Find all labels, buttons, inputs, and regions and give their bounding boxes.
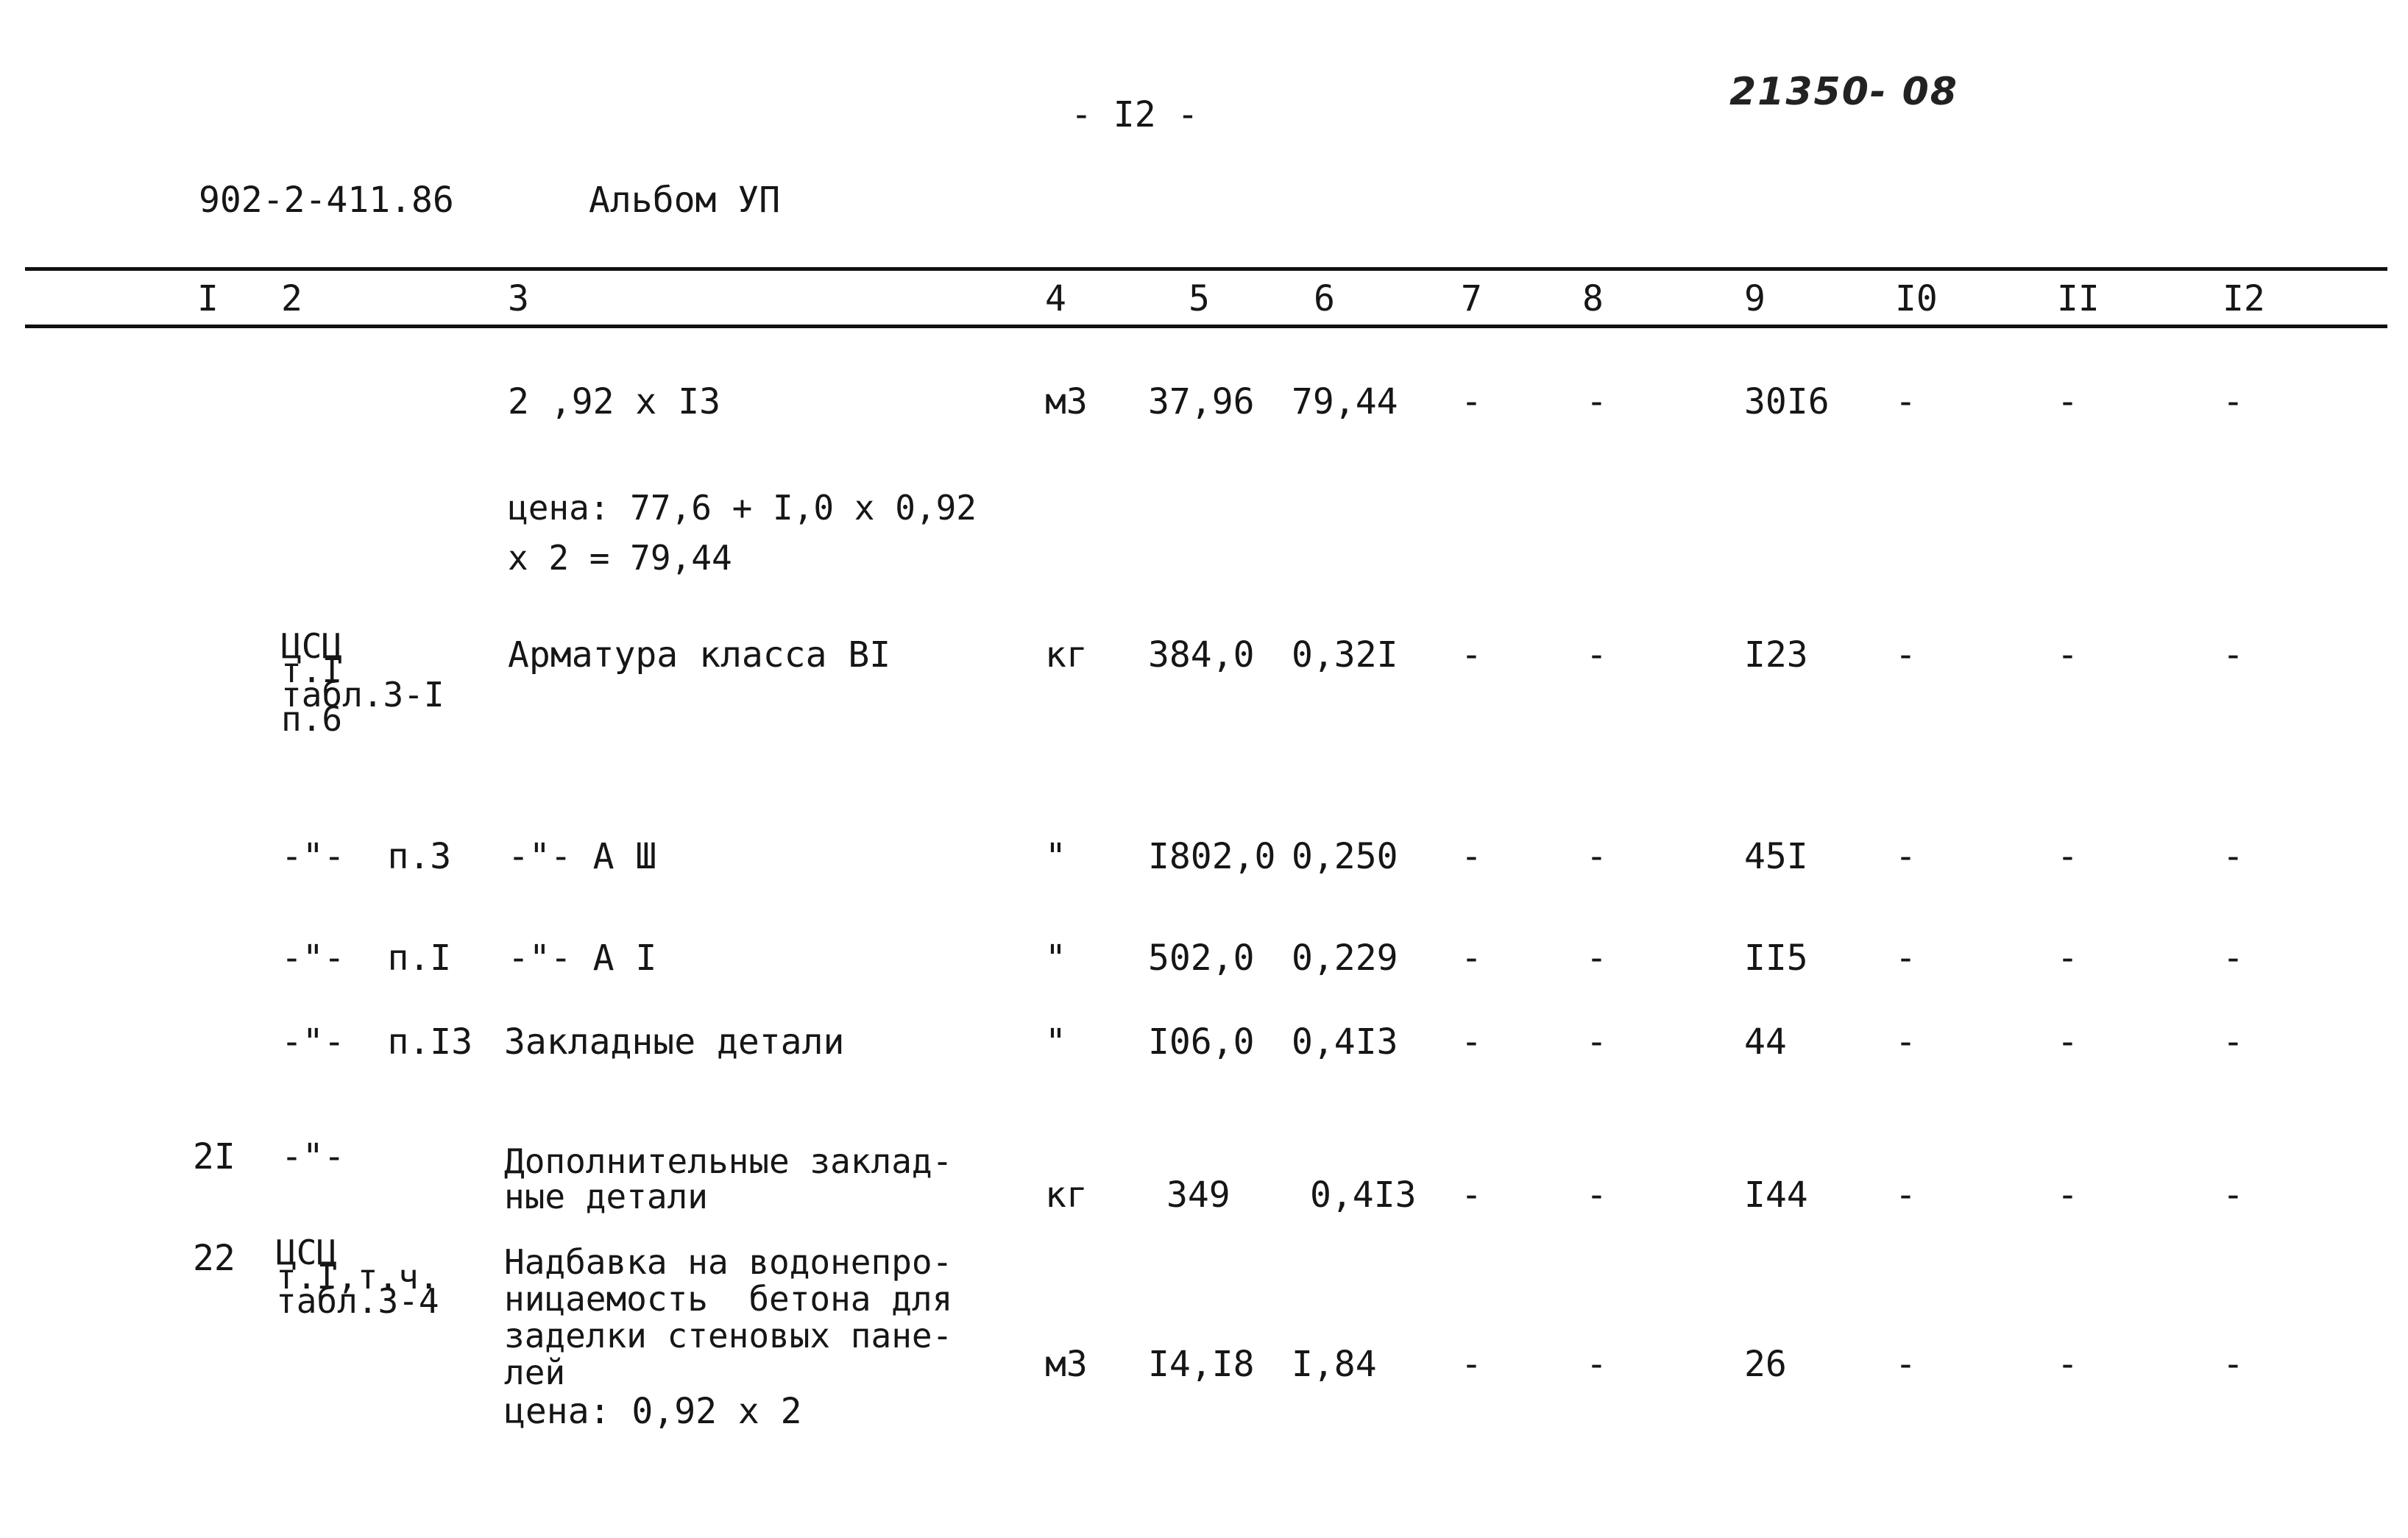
cell-col8: -	[1586, 836, 1607, 877]
page-number: - I2 -	[1071, 94, 1199, 135]
cell-description: Арматура класса ВI	[508, 634, 891, 676]
cell-col10: -	[1895, 634, 1916, 676]
column-header: II	[2057, 278, 2100, 319]
cell-col8: -	[1586, 1021, 1607, 1063]
cell-description: 2 ,92 x I3	[508, 381, 720, 422]
column-header: I2	[2223, 278, 2265, 319]
cell-unit: м3	[1045, 1344, 1088, 1385]
cell-total: I44	[1744, 1174, 1808, 1216]
cell-unit: "	[1045, 1021, 1066, 1063]
cell-total: I23	[1744, 634, 1808, 676]
cell-col8: -	[1586, 381, 1607, 422]
cell-reference: -"- п.3	[281, 836, 452, 877]
cell-col11: -	[2057, 1021, 2078, 1063]
cell-quantity: 37,96	[1148, 381, 1255, 422]
album-title: Альбом УП	[589, 180, 781, 221]
cell-col7: -	[1461, 938, 1482, 979]
cell-col10: -	[1895, 938, 1916, 979]
column-header: 5	[1189, 278, 1210, 319]
cell-quantity: 349	[1166, 1174, 1230, 1216]
cell-price-note: цена: 0,92 x 2	[504, 1391, 802, 1432]
cell-reference: ЦСЦ т.I табл.3-I п.6	[281, 626, 445, 739]
cell-unit: кг	[1045, 634, 1088, 676]
cell-unit-price: 0,229	[1292, 938, 1398, 979]
cell-unit: кг	[1045, 1174, 1088, 1216]
cell-col12: -	[2223, 938, 2244, 979]
cell-col7: -	[1461, 634, 1482, 676]
cell-col12: -	[2223, 1174, 2244, 1216]
cell-quantity: 502,0	[1148, 938, 1255, 979]
cell-total: II5	[1744, 938, 1808, 979]
cell-col7: -	[1461, 1174, 1482, 1216]
cell-total: 45I	[1744, 836, 1808, 877]
cell-unit-price: I,84	[1292, 1344, 1377, 1385]
column-header: 3	[508, 278, 529, 319]
cell-reference: -"- п.I	[281, 938, 452, 979]
column-header: 8	[1582, 278, 1604, 319]
cell-description: -"- А I	[508, 938, 657, 979]
cell-quantity: I4,I8	[1148, 1344, 1255, 1385]
cell-col7: -	[1461, 381, 1482, 422]
cell-col8: -	[1586, 938, 1607, 979]
cell-col8: -	[1586, 1344, 1607, 1385]
cell-quantity: I06,0	[1148, 1021, 1255, 1063]
cell-reference: -"-	[281, 1136, 345, 1177]
column-header: I0	[1895, 278, 1938, 319]
cell-col12: -	[2223, 836, 2244, 877]
cell-total: 26	[1744, 1344, 1787, 1385]
cell-unit: "	[1045, 938, 1066, 979]
cell-total: 44	[1744, 1021, 1787, 1063]
cell-col12: -	[2223, 1021, 2244, 1063]
cell-unit-price: 0,250	[1292, 836, 1398, 877]
cell-description: Закладные детали	[504, 1021, 845, 1063]
handwritten-archive-code: 21350- 08	[1729, 70, 1958, 114]
cell-unit: "	[1045, 836, 1066, 877]
cell-col12: -	[2223, 634, 2244, 676]
cell-quantity: 384,0	[1148, 634, 1255, 676]
cell-col8: -	[1586, 634, 1607, 676]
column-header: 6	[1314, 278, 1335, 319]
table-top-rule	[25, 267, 2387, 271]
cell-unit-price: 0,4I3	[1292, 1021, 1398, 1063]
cell-col10: -	[1895, 381, 1916, 422]
cell-col11: -	[2057, 381, 2078, 422]
column-header: 2	[281, 278, 302, 319]
cell-price-note: цена: 77,6 + I,0 x 0,92 x 2 = 79,44	[508, 488, 977, 578]
cell-col11: -	[2057, 836, 2078, 877]
document-code: 902-2-411.86	[199, 180, 454, 221]
column-header: 9	[1744, 278, 1766, 319]
cell-col10: -	[1895, 1174, 1916, 1216]
cell-reference: ЦСЦ т.I,т.ч. табл.3-4	[276, 1233, 439, 1321]
cell-description: Надбавка на водонепро- ницаемость бетона для заделки стеновых пане- лей	[504, 1242, 953, 1392]
cell-description: Дополнительные заклад- ные детали	[504, 1141, 953, 1216]
cell-unit: м3	[1045, 381, 1088, 422]
column-header: 4	[1045, 278, 1066, 319]
cell-col10: -	[1895, 836, 1916, 877]
column-header: I	[197, 278, 219, 319]
cell-col7: -	[1461, 1021, 1482, 1063]
cell-reference: -"- п.I3	[281, 1021, 473, 1063]
table-header-rule	[25, 325, 2387, 328]
cell-item-number: 2I	[193, 1136, 236, 1177]
cell-unit-price: 0,32I	[1292, 634, 1398, 676]
cell-quantity: I802,0	[1148, 836, 1276, 877]
column-header: 7	[1461, 278, 1482, 319]
cell-unit-price: 0,4I3	[1310, 1174, 1417, 1216]
cell-col12: -	[2223, 381, 2244, 422]
cell-col11: -	[2057, 938, 2078, 979]
cell-col11: -	[2057, 1174, 2078, 1216]
cell-col11: -	[2057, 1344, 2078, 1385]
cell-col11: -	[2057, 634, 2078, 676]
cell-col10: -	[1895, 1021, 1916, 1063]
cell-col8: -	[1586, 1174, 1607, 1216]
cell-unit-price: 79,44	[1292, 381, 1398, 422]
cell-item-number: 22	[193, 1238, 236, 1279]
cell-col7: -	[1461, 1344, 1482, 1385]
cell-col12: -	[2223, 1344, 2244, 1385]
cell-col7: -	[1461, 836, 1482, 877]
cell-total: 30I6	[1744, 381, 1830, 422]
cell-description: -"- А Ш	[508, 836, 657, 877]
cell-col10: -	[1895, 1344, 1916, 1385]
